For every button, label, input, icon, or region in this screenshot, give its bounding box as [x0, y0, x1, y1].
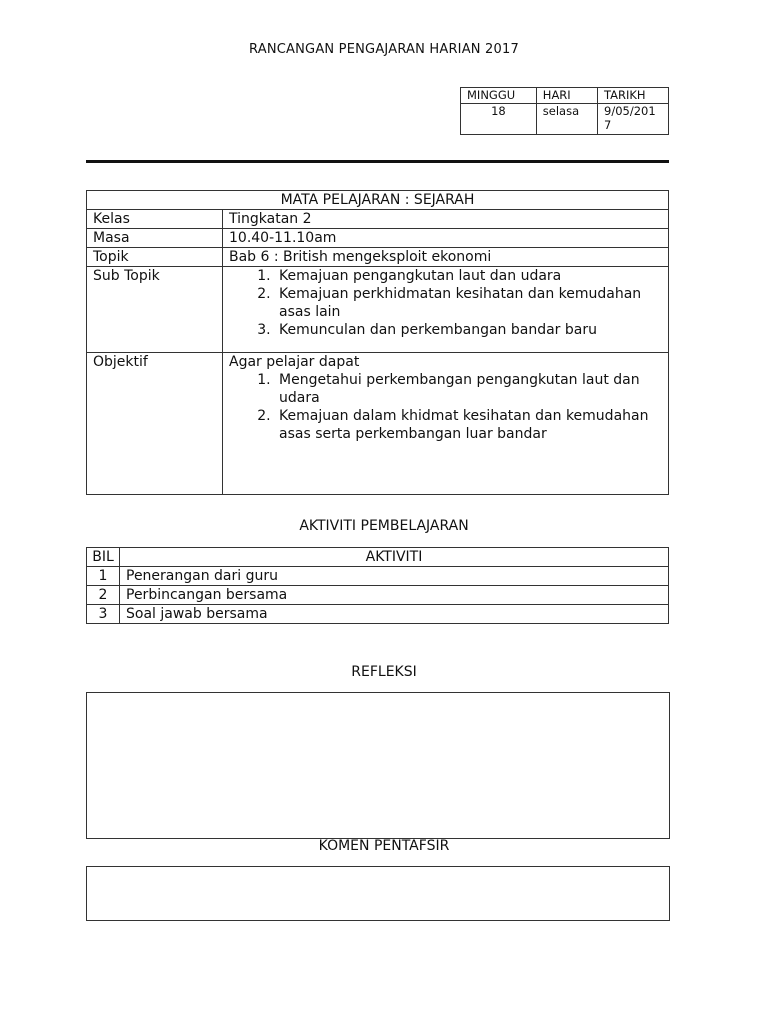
kelas-label: Kelas [87, 210, 223, 229]
aktiviti-header: AKTIVITI [120, 548, 669, 567]
tarikh-header: TARIKH [598, 88, 669, 104]
subtopik-item: 3. Kemunculan dan perkembangan bandar baru [275, 321, 662, 339]
aktiviti-section-title: AKTIVITI PEMBELAJARAN [299, 518, 469, 534]
objektif-intro: Agar pelajar dapat [229, 354, 360, 370]
row-number: 2 [87, 586, 120, 605]
minggu-header: MINGGU [461, 88, 537, 104]
week-day-date-table [460, 87, 669, 135]
objektif-cell [223, 353, 669, 495]
divider-rule [86, 160, 669, 163]
objektif-item: 1. Mengetahui perkembangan pengangkutan laut dan udara [275, 371, 662, 407]
hari-value: selasa [536, 104, 597, 135]
tarikh-value: 9/05/2017 [598, 104, 669, 135]
lesson-info-table [86, 190, 669, 495]
refleksi-box [86, 692, 670, 839]
topik-value: Bab 6 : British mengeksploit ekonomi [223, 248, 669, 267]
row-activity: Perbincangan bersama [120, 586, 669, 605]
table-row [87, 567, 669, 586]
masa-value: 10.40-11.10am [223, 229, 669, 248]
subtopik-list [229, 267, 662, 339]
row-activity: Penerangan dari guru [120, 567, 669, 586]
komen-box [86, 866, 670, 921]
subtopik-cell [223, 267, 669, 353]
document-title: RANCANGAN PENGAJARAN HARIAN 2017 [249, 42, 519, 57]
hari-header: HARI [536, 88, 597, 104]
subtopik-label: Sub Topik [87, 267, 223, 353]
aktiviti-table [86, 547, 669, 624]
refleksi-title: REFLEKSI [351, 664, 417, 680]
masa-label: Masa [87, 229, 223, 248]
subtopik-item: 2. Kemajuan perkhidmatan kesihatan dan kemudahan asas lain [275, 285, 662, 321]
row-number: 1 [87, 567, 120, 586]
minggu-value: 18 [461, 104, 537, 135]
komen-title: KOMEN PENTAFSIR [318, 838, 450, 854]
kelas-value: Tingkatan 2 [223, 210, 669, 229]
objektif-list [229, 371, 662, 443]
table-row [87, 605, 669, 624]
row-number: 3 [87, 605, 120, 624]
table-row [87, 586, 669, 605]
row-activity: Soal jawab bersama [120, 605, 669, 624]
objektif-label: Objektif [87, 353, 223, 495]
subtopik-item: 1. Kemajuan pengangkutan laut dan udara [275, 267, 662, 285]
topik-label: Topik [87, 248, 223, 267]
bil-header: BIL [87, 548, 120, 567]
objektif-item: 2. Kemajuan dalam khidmat kesihatan dan kemudahan asas serta perkembangan luar bandar [275, 407, 662, 443]
subject-heading: MATA PELAJARAN : SEJARAH [87, 191, 669, 210]
